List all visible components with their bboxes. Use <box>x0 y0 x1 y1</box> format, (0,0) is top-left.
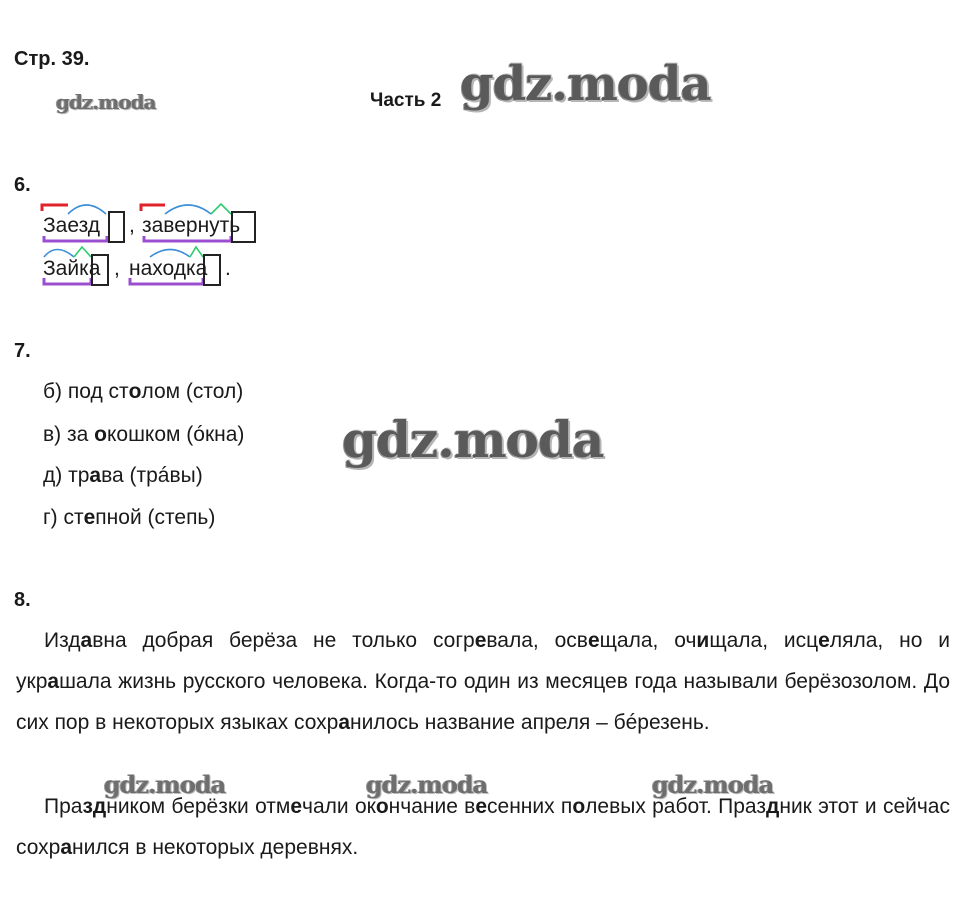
word-zavernut: завернуть <box>142 214 241 237</box>
page-number: Стр. 39. <box>14 48 90 70</box>
suffix-mark <box>211 204 231 214</box>
task7-item: в) за окошком (óкна) <box>43 423 245 446</box>
part-label: Часть 2 <box>370 90 442 111</box>
highlighted-letter: о <box>94 423 107 446</box>
root-arc <box>165 205 211 214</box>
task7-item: б) под столом (стол) <box>43 380 244 403</box>
prefix-mark <box>141 205 165 211</box>
word-zaika: Зайка <box>43 257 101 280</box>
watermark-bottom-center: gdz.moda <box>366 770 488 799</box>
comma: , <box>114 257 120 280</box>
highlighted-letter: а <box>89 464 102 487</box>
paragraph-1: Издавна добрая берёза не только согревала, освещала, очищала, исцеляла, но и украшала жизнь русского человека. Когда-то один из месяцев года называли берёзозолом. До сих пор в некоторых языках сохранилось название апреля – бéрезень. <box>16 629 950 734</box>
word-nakhodka: находка <box>129 257 208 280</box>
task7-item: д) трава (трáвы) <box>43 464 203 487</box>
word-zaezd: Заезд <box>43 214 101 237</box>
root-arc <box>68 205 106 214</box>
task8-number: 8. <box>14 589 31 611</box>
suffix-mark <box>190 247 203 257</box>
ending-box <box>109 212 124 242</box>
watermark-small-top: gdz.moda <box>56 90 156 114</box>
root-arc <box>150 250 190 258</box>
watermark-header: gdz.moda <box>460 56 711 112</box>
highlighted-letter: о <box>128 380 142 403</box>
prefix-mark <box>42 205 68 211</box>
watermark-bottom-left: gdz.moda <box>104 770 226 799</box>
suffix-mark <box>74 247 91 257</box>
watermark-bottom-right: gdz.moda <box>652 770 774 799</box>
comma: , <box>129 214 135 237</box>
highlighted-letter: е <box>83 506 96 529</box>
period: . <box>225 257 231 280</box>
watermark-middle: gdz.moda <box>342 410 604 469</box>
root-arc <box>44 250 74 258</box>
task7-number: 7. <box>14 340 31 362</box>
paragraph-2: Праздником берёзки отмечали окончание весенних полевых работ. Праздник этот и сейчас сохранился в некоторых деревнях. <box>16 795 950 859</box>
task6-number: 6. <box>14 174 31 196</box>
task7-item: г) степной (степь) <box>43 506 216 529</box>
